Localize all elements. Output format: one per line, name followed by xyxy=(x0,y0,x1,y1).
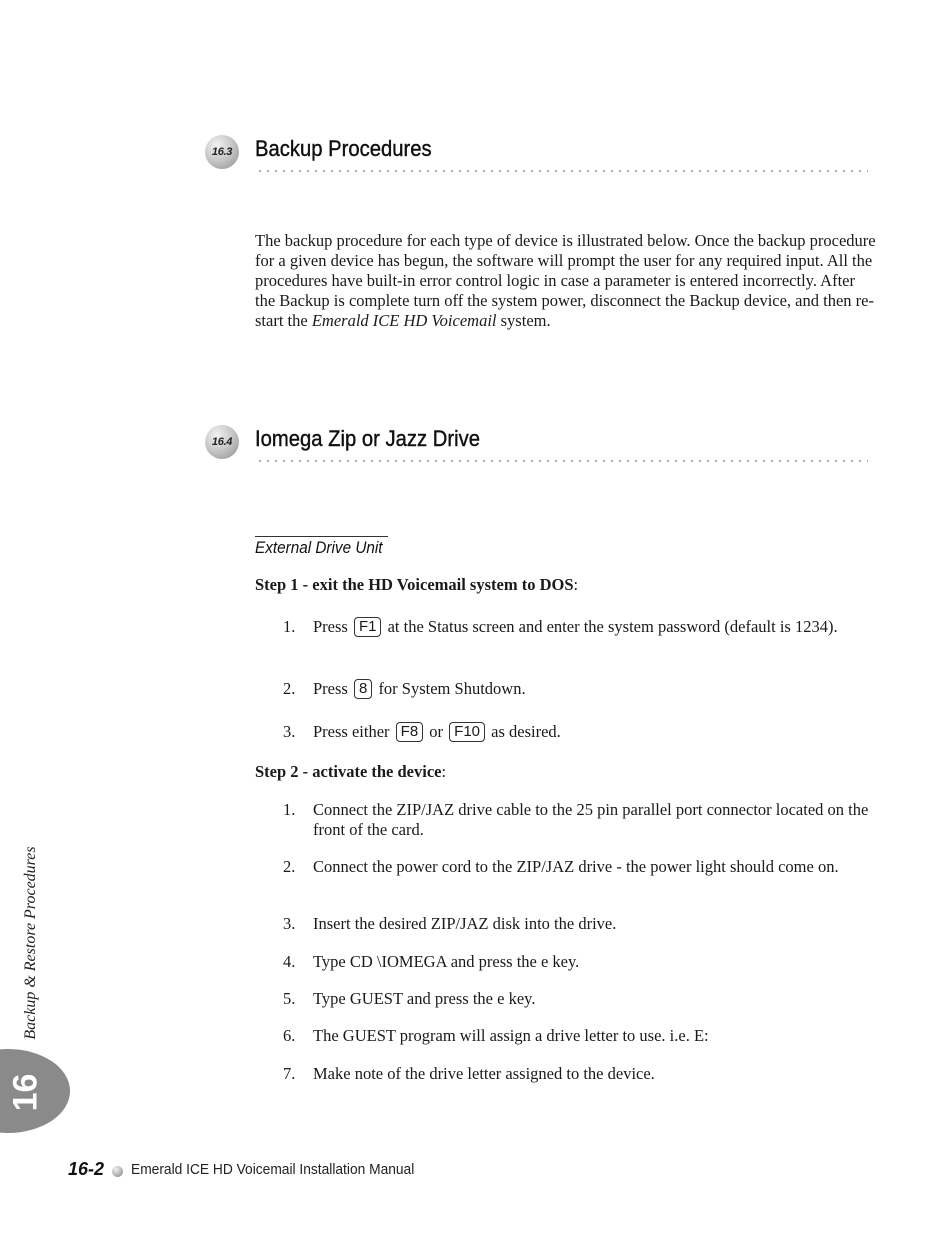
list-item: 6. The GUEST program will assign a drive letter to use. i.e. E: xyxy=(283,1026,709,1045)
intro-paragraph: The backup procedure for each type of device is illustrated below. Once the backup procedure for a given device has begun, the software will prompt the user for any required input. All the procedures have built-in error control logic in case a parameter is entered incorrectly. After the Backup is complete turn off the system power, disconnect the Backup device, and then re-start the Emerald ICE HD Voicemail system. xyxy=(255,231,876,330)
section-title: Backup Procedures xyxy=(255,136,432,161)
list-item: 3. Insert the desired ZIP/JAZ disk into the drive. xyxy=(283,914,617,933)
f10-key-icon: F10 xyxy=(449,722,485,742)
list-item: 2. Press 8 for System Shutdown. xyxy=(283,679,526,698)
list-item: 3. Press either F8 or F10 as desired. xyxy=(283,722,561,741)
f1-key-icon: F1 xyxy=(354,617,382,637)
section-title: Iomega Zip or Jazz Drive xyxy=(255,426,480,451)
eight-key-icon: 8 xyxy=(354,679,372,699)
list-item: 7. Make note of the drive letter assigned to the device. xyxy=(283,1064,655,1083)
subheading-rule xyxy=(255,536,388,537)
list-item: 1. Press F1 at the Status screen and enter the system password (default is 1234). xyxy=(283,617,838,636)
manual-title: Emerald ICE HD Voicemail Installation Manual xyxy=(131,1162,415,1178)
section-number-badge: 16.4 xyxy=(205,425,239,459)
section-number-badge: 16.3 xyxy=(205,135,239,169)
list-item: 5. Type GUEST and press the e key. xyxy=(283,989,536,1008)
dotted-rule xyxy=(256,170,868,172)
step-heading: Step 1 - exit the HD Voicemail system to DOS: xyxy=(255,575,579,594)
list-item: 4. Type CD \IOMEGA and press the e key. xyxy=(283,952,580,971)
page-number: 16-2 xyxy=(68,1159,105,1179)
subheading: External Drive Unit xyxy=(255,538,383,557)
chapter-number: 16 xyxy=(6,1073,45,1111)
step-heading: Step 2 - activate the device: xyxy=(255,762,447,781)
f8-key-icon: F8 xyxy=(396,722,424,742)
dotted-rule xyxy=(256,460,868,462)
list-item: 2. Connect the power cord to the ZIP/JAZ drive - the power light should come on. xyxy=(283,857,839,876)
bullet-dot-icon xyxy=(112,1166,123,1177)
list-item: 1. Connect the ZIP/JAZ drive cable to the 25 pin parallel port connector located on the front of the card. xyxy=(283,800,869,839)
product-name: Emerald ICE HD Voicemail xyxy=(311,311,497,330)
